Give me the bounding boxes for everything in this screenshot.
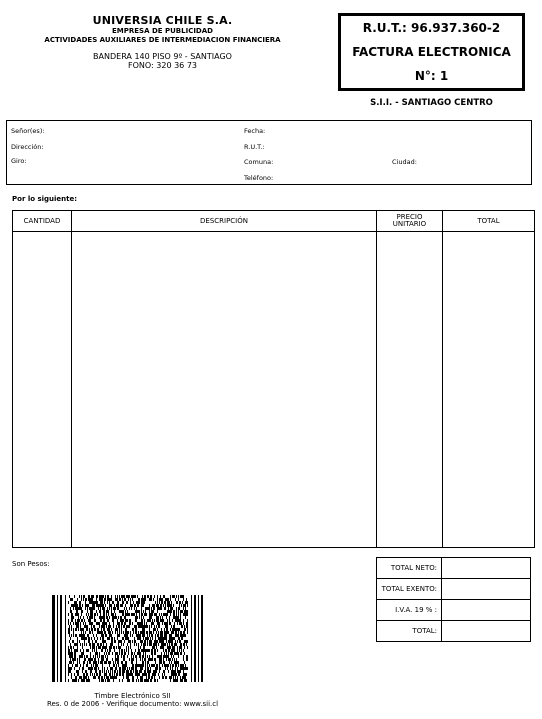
cell-precio: [377, 232, 443, 548]
totals-row: [377, 579, 531, 600]
label-iva: I.V.A. 19 % :: [377, 600, 442, 621]
pdf417-barcode: [52, 595, 203, 682]
label-total-neto: TOTAL NETO:: [377, 558, 442, 579]
header-descripcion: DESCRIPCIÓN: [72, 211, 377, 232]
label-direccion: Dirección:: [11, 143, 44, 151]
label-ciudad: Ciudad:: [392, 158, 417, 166]
document-type: FACTURA ELECTRONICA: [352, 45, 511, 59]
company-header: [30, 14, 295, 70]
header-total: TOTAL: [443, 211, 535, 232]
cell-cantidad: [13, 232, 72, 548]
label-senor: Señor(es):: [11, 127, 45, 135]
totals-table: [376, 557, 531, 642]
totals-row: [377, 600, 531, 621]
totals-row: [377, 621, 531, 642]
label-comuna: Comuna:: [244, 158, 274, 166]
son-pesos-label: Son Pesos:: [12, 560, 50, 568]
invoice-number: N°: 1: [414, 69, 449, 83]
cell-descripcion: [72, 232, 377, 548]
label-telefono: Teléfono:: [244, 174, 274, 182]
company-activity-1: EMPRESA DE PUBLICIDAD: [112, 27, 213, 35]
sii-office: S.I.I. - SANTIAGO CENTRO: [370, 98, 493, 108]
cell-total: [443, 232, 535, 548]
company-phone: FONO: 320 36 73: [128, 61, 197, 70]
issuer-rut: R.U.T.: 96.937.360-2: [362, 21, 501, 35]
value-total-exento: [442, 579, 531, 600]
totals-row: [377, 558, 531, 579]
company-name: UNIVERSIA CHILE S.A.: [92, 14, 233, 27]
company-activity-2: ACTIVIDADES AUXILIARES DE INTERMEDIACION FINANCIERA: [44, 36, 281, 44]
label-fecha: Fecha:: [244, 127, 266, 135]
header-precio-line2: UNITARIO: [392, 220, 427, 228]
barcode-modules: [52, 595, 203, 682]
header-precio-unitario: [377, 211, 443, 232]
items-table: [12, 210, 535, 548]
timbre-resolution: Res. 0 de 2006 - Verifique documento: www.sii.cl: [46, 700, 219, 708]
client-info-box: [6, 120, 532, 185]
label-total: TOTAL:: [377, 621, 442, 642]
timbre-electronico: [30, 692, 235, 708]
value-total-neto: [442, 558, 531, 579]
timbre-title: Timbre Electrónico SII: [94, 692, 171, 700]
header-cantidad: CANTIDAD: [13, 211, 72, 232]
label-giro: Giro:: [11, 157, 27, 165]
header-precio-line1: PRECIO: [396, 213, 423, 221]
por-lo-siguiente: Por lo siguiente:: [12, 195, 78, 203]
value-iva: [442, 600, 531, 621]
label-rut: R.U.T.:: [244, 143, 265, 151]
value-total: [442, 621, 531, 642]
invoice-id-box: [338, 13, 525, 91]
table-row: [13, 232, 535, 548]
label-total-exento: TOTAL EXENTO:: [377, 579, 442, 600]
company-address: BANDERA 140 PISO 9º - SANTIAGO: [93, 52, 232, 61]
